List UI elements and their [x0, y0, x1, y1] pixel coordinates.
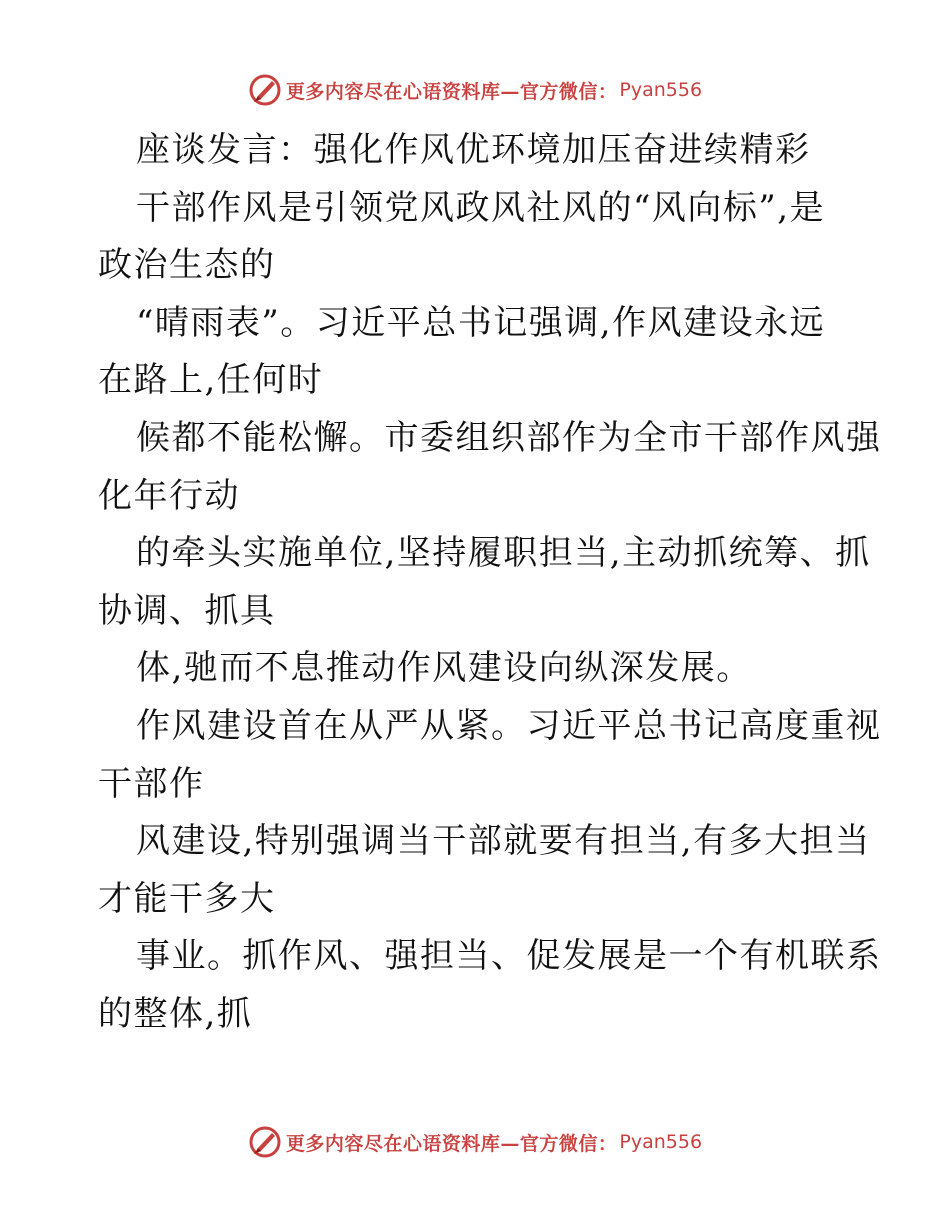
document-body: [98, 122, 882, 1044]
text-line: 风建设,特别强调当干部就要有担当,有多大担当: [136, 821, 871, 862]
header-watermark: [0, 70, 950, 110]
text-line: 事业。抓作风、强担当、促发展是一个有机联系: [136, 936, 882, 977]
text-line: “晴雨表”。习近平总书记强调,作风建设永远: [136, 302, 826, 343]
text-line: 的整体,抓: [98, 993, 253, 1034]
text-line: 体,驰而不息推动作风建设向纵深发展。: [136, 648, 752, 689]
text-line: 候都不能松懈。市委组织部作为全市干部作风强: [136, 417, 882, 458]
watermark-contact: Pyan556: [619, 1131, 703, 1153]
watermark-text: 更多内容尽在心语资料库—官方微信：: [285, 1132, 618, 1155]
quill-pen-logo-icon: [248, 1125, 282, 1159]
watermark-text: 更多内容尽在心语资料库—官方微信：: [285, 80, 618, 103]
footer-watermark: [0, 1122, 950, 1162]
text-line: 政治生态的: [98, 245, 276, 286]
text-line: 化年行动: [98, 475, 240, 516]
text-line: 的牵头实施单位,坚持履职担当,主动抓统筹、抓: [136, 533, 871, 574]
watermark-contact: Pyan556: [619, 79, 703, 101]
text-line: 干部作: [98, 763, 205, 804]
text-line: 干部作风是引领党风政风社风的“风向标”,是: [136, 187, 826, 228]
document-title: 座谈发言：强化作风优环境加压奋进续精彩: [136, 130, 811, 170]
text-line: 协调、抓具: [98, 590, 276, 631]
text-line: 作风建设首在从严从紧。习近平总书记高度重视: [136, 705, 882, 746]
quill-pen-logo-icon: [248, 73, 282, 107]
text-line: 才能干多大: [98, 878, 276, 919]
text-line: 在路上,任何时: [98, 360, 324, 401]
